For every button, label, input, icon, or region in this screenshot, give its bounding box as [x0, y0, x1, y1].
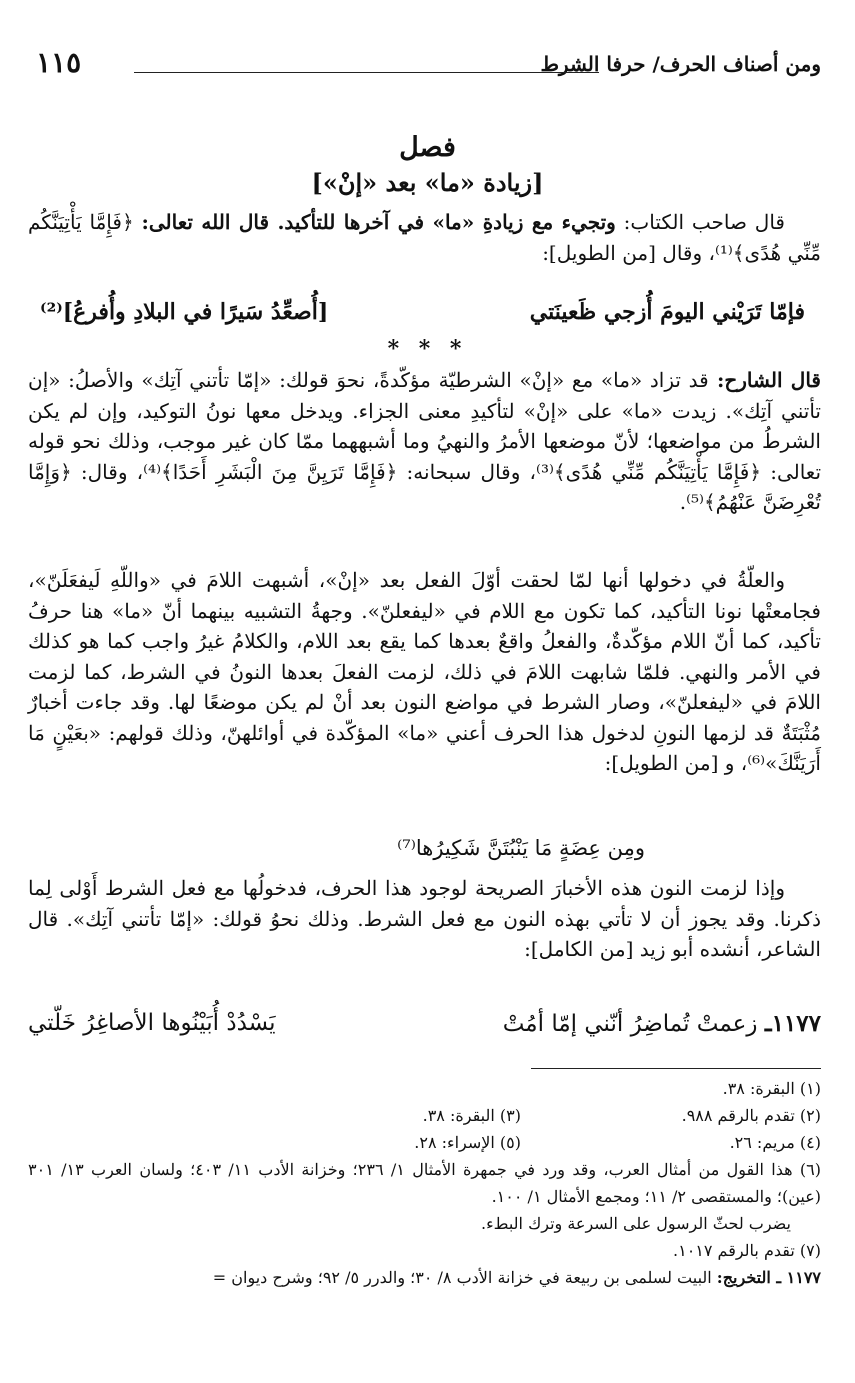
section-title: فصل: [399, 132, 456, 163]
conclusion-paragraph: وإذا لزمت النون هذه الأخبارَ الصريحة لوجود هذا الحرف، فدخولُها مع فعل الشرط أَوْلى لِما ذكرنا. وقد يجوز أن لا تأتي بهذه النون مع فعل الشرط. وذلك نحوُ قولك: «إمّا تأتني آتِك». قال الشاعر، أنشده أبو زيد [من الكامل]:: [28, 876, 821, 961]
footnote-6: (٦) هذا القول من أمثال العرب، وقد ورد في جمهرة الأمثال ١/ ٢٣٦؛ وخزانة الأدب ١١/ ٤٠٣؛ ولسان العرب ١٣/ ٣٠١ (عين)؛ والمستقصى ٢/ ١١؛ ومجمع الأمثال ١/ ١٠٠.: [28, 1160, 821, 1206]
takhrij-note: [28, 1264, 821, 1291]
verse-number: ١١٧٧ـ: [764, 1010, 821, 1037]
footnote-7: (٧) تقدم بالرقم ١٠١٧.: [673, 1241, 821, 1260]
numbered-verse-second-half: يَسْدُدْ أُبَيْنُوها الأصاغِرُ خَلّتي: [28, 1010, 276, 1036]
footnotes: [28, 1075, 821, 1291]
numbered-verse-first-text: زعمتْ تُماضِرُ أنّني إمّا أمُتْ: [502, 1011, 758, 1037]
footnote-row: [28, 1102, 821, 1129]
footnote-1: (١) البقرة: ٣٨.: [722, 1079, 821, 1098]
verse-first-half: فإمّا تَرَيْني اليومَ أُزجي ظَعينَتي: [529, 299, 805, 325]
commentary-text: قد تزاد «ما» مع «إنْ» الشرطيّة مؤكّدةً، نحوَ قولك: «إمّا تأتني آتِك» والأصلُ: «إن تأتني آتِك». زيدت «ما» على «إنْ» لتأكيدِ معنى الجزاء. ويدخل معها نونُ التوكيد، وإن لم يكن الشرطُ من مواضعها؛ لأنّ موضعها الأمرُ والنهيُ وما أشبههما ممّا كان غير موجب، وذلك نحو قوله تعالى: ﴿فَإِمَّا يَأْتِيَنَّكُم مِّنِّي هُدًى﴾⁽³⁾، وقال سبحانه: ﴿فَإِمَّا تَرَيِنَّ مِنَ الْبَشَرِ أَحَدًا﴾⁽⁴⁾، وقال: ﴿وَإِمَّا تُعْرِضَنَّ عَنْهُمُ﴾⁽⁵⁾.: [28, 368, 822, 514]
intro-bold-text: وتجيء مع زيادةِ «ما» في آخرها للتأكيد. قال الله تعالى:: [141, 210, 616, 234]
footnote-5: (٥) الإسراء: ٢٨.: [414, 1133, 521, 1152]
intro-paragraph: [28, 207, 821, 268]
commentary-lead: قال الشارح:: [708, 368, 821, 392]
page-header: [24, 46, 821, 86]
quoted-verse: ومِن عِضَةٍ مَا يَنْبُتَنَّ شَكِيرُها⁽⁷⁾: [397, 836, 645, 860]
footnote-4: (٤) مريم: ٢٦.: [729, 1133, 821, 1152]
footnote-row: [28, 1129, 821, 1156]
takhrij-label: ١١٧٧ ـ التخريج:: [716, 1268, 821, 1287]
intro-lead: قال صاحب الكتاب:: [615, 210, 785, 234]
running-title: ومن أصناف الحرف/ حرفا الشرط: [540, 52, 821, 76]
footnote-2: (٢) تقدم بالرقم ٩٨٨.: [681, 1106, 821, 1125]
section-subtitle: [زيادة «ما» بعد «إنْ»]: [311, 168, 544, 197]
numbered-verse: [28, 1010, 821, 1050]
verse-second-half: [أُصعِّدُ سَيرًا في البلادِ وأُفرعُ]⁽²⁾: [40, 299, 329, 325]
takhrij-text: البيت لسلمى بن ربيعة في خزانة الأدب ٨/ ٣٠؛ والدرر ٥/ ٩٢؛ وشرح ديوان =: [212, 1268, 717, 1287]
header-rule: [134, 72, 599, 73]
numbered-verse-first-half: [503, 1010, 821, 1037]
poetry-verse: [40, 299, 805, 335]
footnote-rule: [531, 1068, 821, 1069]
commentary-paragraph: [28, 365, 821, 518]
footnote-6-note: يضرب لحثّ الرسول على السرعة وترك البطء.: [481, 1214, 791, 1233]
reason-paragraph: والعلّةُ في دخولها أنها لمّا لحقت أوّلَ الفعل بعد «إنْ»، أشبهت اللامَ في «واللّهِ لَيفعَلَنّ»، فجامعتْها نونا التأكيد، كما تكون مع اللام في «ليفعلنّ». وجهةُ التشبيه بينهما أنّ «ما» هنا حرفُ تأكيد، كما أنّ اللام مؤكّدةٌ، والفعلُ واقعٌ بعدها كما يقع بعد اللام، والكلامُ غيرُ واجب كما هو كذلك في الأمر والنهي. فلمّا شابهت اللامَ في ذلك، لزمت الفعلَ بعدها النونُ في الشرط، كما لزمت اللامَ في «ليفعلنّ»، وصار الشرط في مواضع النون بعد أنْ لم يكن موضعًا لها. وقد جاءت أخبارٌ مُثْبَتَةٌ قد لزمها النونِ لدخول هذا الحرف أعني «ما» المؤكّدة في أوائلهنّ، وذلك قولهم: «بعَيْنٍ مَا أَرَيَنَّكَ»⁽⁶⁾، و [من الطويل]:: [28, 568, 821, 775]
intro-rest: ﴿فَإِمَّا يَأْتِيَنَّكُم مِّنِّي هُدًى﴾⁽¹⁾، وقال [من الطويل]:: [28, 210, 821, 265]
page-number: ١١٥: [36, 46, 82, 79]
footnote-row: [28, 1075, 821, 1102]
section-separator: * * *: [387, 336, 468, 362]
footnote-3: (٣) البقرة: ٣٨.: [422, 1106, 521, 1125]
